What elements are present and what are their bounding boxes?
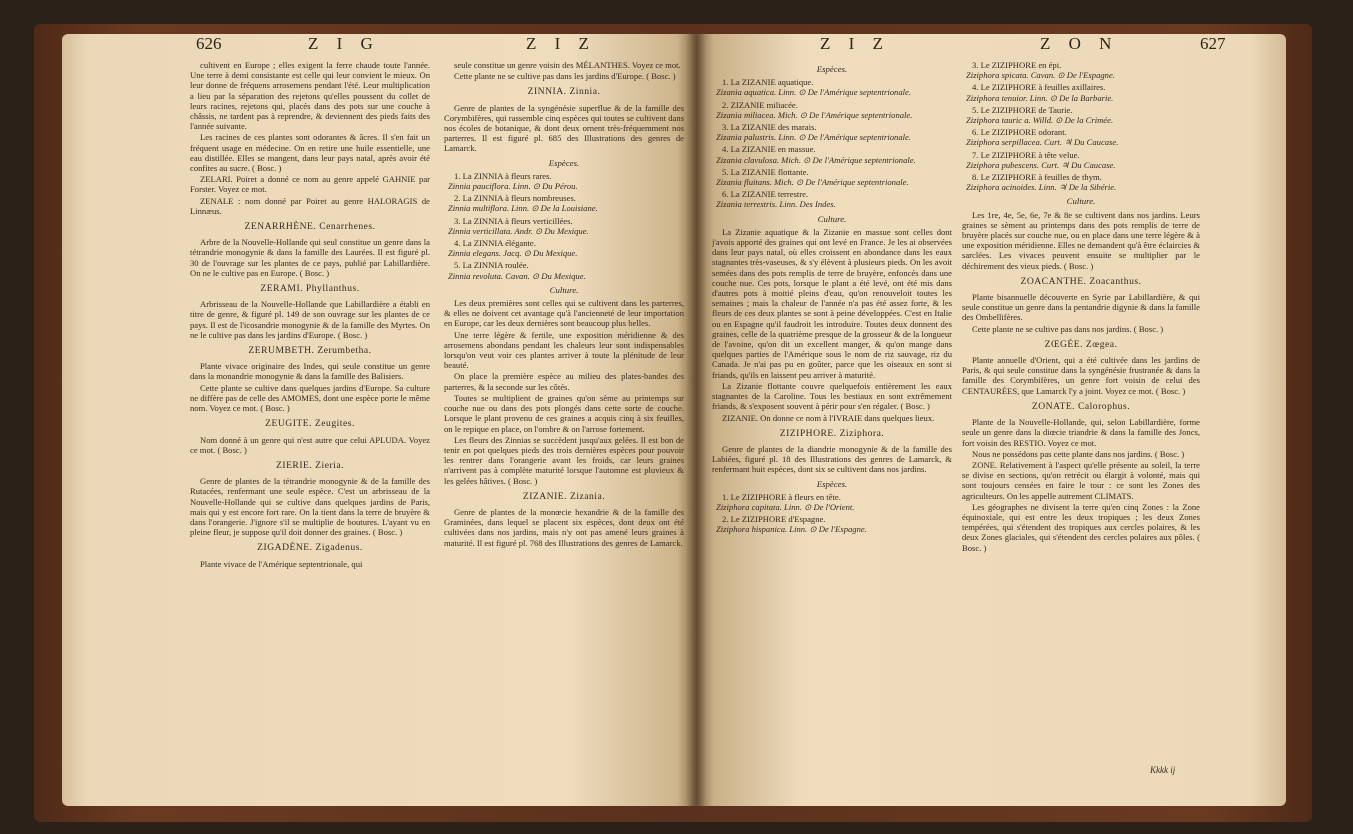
paragraph: ZIZANIE. On donne ce nom à l'IVRAIE dans quelques lieux. [722, 412, 935, 423]
paragraph: Cette plante se cultive dans quelques jardins d'Europe. Sa culture ne diffère pas de celle des AMOMES, dont une espèce porte le même nom. Voyez ce mot. ( Bosc. ) [190, 382, 430, 414]
species-latin: Zizania miliacea. Mich. ⊙ De l'Amérique septentrionale. [716, 109, 913, 120]
species-latin: Zinnia verticillata. Andr. ⊙ Du Mexique. [448, 225, 589, 236]
left-running-head-center: Z I Z [526, 34, 596, 53]
species-latin: Zinnia elegans. Jacq. ⊙ Du Mexique. [448, 248, 578, 259]
right-running-head-center: Z O N [1040, 34, 1119, 53]
species-item: 1. La ZIZANIE aquatique. [722, 77, 814, 88]
entry-heading: ZIERIE. Zieria. [276, 459, 344, 471]
section-heading: Culture. [817, 213, 847, 224]
paragraph: Les racines de ces plantes sont odorantes & âcres. Il s'en fait un fréquent usage en médecine. On en retire une huile essentielle, une eau distillée. Elles se mangent, dans leur pays natal, après avoir été confites au sucre. ( Bosc. ) [190, 132, 430, 174]
entry-heading: ZIZIPHORE. Ziziphora. [779, 427, 885, 439]
species-item: 4. La ZIZANIE en massue. [722, 144, 816, 155]
section-heading: Culture. [1066, 196, 1096, 207]
right-column-2 [962, 60, 1200, 760]
species-item: 1. La ZINNIA à fleurs rares. [454, 170, 552, 181]
paragraph: Cette plante ne se cultive pas dans nos jardins. ( Bosc. ) [972, 323, 1164, 334]
species-latin: Zinnia pauciflora. Linn. ⊙ Du Pérou. [448, 181, 578, 192]
paragraph: Nous ne possédons pas cette plante dans nos jardins. ( Bosc. ) [972, 448, 1185, 459]
left-page-number: 626 [196, 34, 222, 53]
species-latin: Ziziphora tauric a. Willd. ⊙ De la Crimée. [966, 115, 1114, 126]
paragraph: Toutes se multiplient de graines qu'on sème au printemps sur couche nue ou dans des pots plongés dans cette sorte de couche. Lorsque le plant provenu de ces graines a acquis cinq à six feuilles, on le repique en place, on l'ombre & on l'arrose fortement. [444, 392, 684, 434]
paragraph: Arbrisseau de la Nouvelle-Hollande que Labillardière a établi en titre de genre, & figuré pl. 149 de son ouvrage sur les plantes de ce pays. Il est de l'icosandrie monogynie & de la famille des Myrtes. On ne le cultive pas dans les jardins d'Europe. ( Bosc. ) [190, 299, 430, 340]
paragraph: Plante vivace de l'Amérique septentrionale, qui [200, 558, 363, 569]
paragraph: Arbre de la Nouvelle-Hollande qui seul constitue un genre dans la tétrandrie monogynie & dans la famille des Laurées. Il est figuré pl. 30 de l'ouvrage sur les plantes de ce pays, publié par Labillardière. On ne le cultive pas en Europe. ( Bosc. ) [190, 237, 430, 278]
species-item: 5. La ZINNIA roulée. [454, 260, 529, 271]
paragraph: Genre de plantes de la tétrandrie monogynie & de la famille des Rutacées, renfermant une seule espèce. C'est un arbrisseau de la Nouvelle-Hollande qui se cultive dans quelques jardins de Paris, mais qui y est encore fort rare. On la tient dans la terre de bruyère & dans l'orangerie. J'ignore s'il se multiplie de boutures. L'ayant vu en pleine fleur, je suppose qu'il doit donner des graines. ( Bosc. ) [190, 476, 430, 538]
paragraph: Les 1re, 4e, 5e, 6e, 7e & 8e se cultivent dans nos jardins. Leurs graines se sèment au printemps dans des pots remplis de terre de bruyère placés sur couche nue, ou en place dans une terre légère & à une exposition méridienne. Elles ne demandent qu'à être éclaircies & sarclées. Les vivaces peuvent ensuite se multiplier par le déchirement des vieux pieds. ( Bosc. ) [962, 209, 1200, 271]
entry-heading: ZONATE. Calorophus. [1031, 400, 1131, 412]
right-running-head: Z I Z [820, 34, 890, 53]
paragraph: On place la première espèce au milieu des plates-bandes des parterres, & la seconde sur les côtés. [444, 371, 684, 392]
paragraph: Genre de plantes de la syngénésie superflue & de la famille des Corymbifères, qui rassemble cinq espèces qui toutes se cultivent dans nos écoles de botanique, & dont deux ornent très-fréquemment nos parterres. Il est figuré pl. 685 des Illustrations des genres de Lamarck. [444, 102, 684, 154]
paragraph: Plante de la Nouvelle-Hollande, qui, selon Labillardière, forme seule un genre dans la diœcie triandrie & dans la famille des Joncs, fort voisin des RESTIO. Voyez ce mot. [962, 417, 1200, 448]
species-item: 7. Le ZIZIPHORE à tête velue. [972, 149, 1080, 160]
species-latin: Zizania aquatica. Linn. ⊙ De l'Amérique septentrionale. [716, 87, 911, 98]
paragraph: Cette plante ne se cultive pas dans les jardins d'Europe. ( Bosc. ) [454, 71, 676, 82]
right-page-number: 627 [1200, 34, 1226, 53]
species-item: 3. Le ZIZIPHORE en épi. [972, 60, 1062, 70]
paragraph: ZONE. Relativement à l'aspect qu'elle présente au soleil, la terre se divise en sections, qu'on retrécit ou élargit à volonté, mais qui sont toujours censées en faire le tour : ce sont les Zones des agriculteurs. On les appelle autrement CLIMATS. [962, 459, 1200, 501]
species-item: 3. La ZINNIA à fleurs verticillées. [454, 215, 573, 226]
species-item: 2. Le ZIZIPHORE d'Espagne. [722, 514, 826, 525]
species-item: 3. La ZIZANIE des marais. [722, 122, 817, 133]
left-running-head: Z I G [308, 34, 380, 53]
right-column-1 [712, 60, 952, 760]
entry-heading: ZERUMBETH. Zerumbetha. [248, 345, 372, 357]
species-item: 1. Le ZIZIPHORE à fleurs en tête. [722, 491, 841, 502]
paragraph: cultivent en Europe ; elles exigent la ferre chaude toute l'année. Une terre à demi consistante est celle qui leur convient le mieux. On leur donne de fréquens arrosemens pendant l'été. Leur multiplication a lieu par la séparation des rejetons qu'elles poussent du collet de leurs racines, rejetons qui, placés dans des pots sur une couche à châssis, ne tardent pas à reprendre, & deviennent des pieds faits des l'année suivante. [190, 60, 430, 132]
paragraph: seule constitue un genre voisin des MÉLANTHES. Voyez ce mot. [454, 60, 681, 70]
species-item: 4. Le ZIZIPHORE à feuilles axillaires. [972, 82, 1106, 93]
paragraph: Les deux premières sont celles qui se cultivent dans les parterres, & elles ne doivent cet avantage qu'à l'ancienneté de leur importation en Europe, car les deux dernières sont beaucoup plus belles. [444, 298, 684, 329]
species-item: 6. Le ZIZIPHORE odorant. [972, 127, 1067, 138]
species-latin: Zinnia revoluta. Cavan. ⊙ Du Mexique. [448, 270, 586, 281]
section-heading: Espèces. [816, 64, 848, 74]
left-column-1 [190, 60, 430, 760]
paragraph: ZENALE : nom donné par Poiret au genre HALORAGIS de Linnæus. [190, 195, 430, 216]
entry-heading: ZŒGÉE. Zœgea. [1044, 338, 1118, 350]
entry-heading: ZIGADÈNE. Zigadenus. [257, 542, 363, 554]
species-latin: Ziziphora pubescens. Curt. ♃ Du Caucase. [966, 159, 1116, 170]
species-latin: Zizania fluitans. Mich. ⊙ De l'Amérique septentrionale. [716, 177, 909, 188]
left-column-2 [444, 60, 684, 760]
signature-mark: Kkkk ij [1150, 765, 1176, 775]
species-item: 5. La ZIZANIE flottante. [722, 166, 809, 177]
entry-heading: ZENARRHÈNE. Cenarrhenes. [244, 221, 376, 233]
book-gutter [686, 34, 706, 806]
species-item: 8. Le ZIZIPHORE à feuilles de thym. [972, 172, 1102, 183]
paragraph: Genre de plantes de la diandrie monogynie & de la famille des Labiées, figuré pl. 18 des Illustrations des genres de Lamarck, & renfermant huit espèces, dont six se cultivent dans nos jardins. [712, 443, 952, 475]
species-latin: Ziziphora capitata. Linn. ⊙ De l'Orient. [716, 501, 855, 512]
paragraph: Nom donné à un genre qui n'est autre que celui APLUDA. Voyez ce mot. ( Bosc. ) [190, 434, 430, 455]
species-item: 2. La ZINNIA à fleurs nombreuses. [454, 193, 576, 204]
species-latin: Ziziphora hispanica. Linn. ⊙ De l'Espagne. [716, 524, 867, 535]
paragraph: Une terre légère & fertile, une exposition méridienne & des arrosemens abondans pendant les chaleurs leur sont indispensables lorsqu'on veut voir ces plantes arriver à toute la plénitude de leur beauté. [444, 329, 684, 371]
species-latin: Zinnia multiflora. Linn. ⊙ De la Louisiane. [448, 203, 598, 214]
paragraph: ZELARI. Poiret a donné ce nom au genre appelé GAHNIE par Forster. Voyez ce mot. [190, 174, 430, 195]
paragraph: Plante vivace originaire des Indes, qui seule constitue un genre dans la monandrie monogynie & dans la famille des Balisiers. [190, 361, 430, 382]
entry-heading: ZOACANTHE. Zoacanthus. [1020, 275, 1142, 287]
species-latin: Zizania palustris. Linn. ⊙ De l'Amérique septentrionale. [716, 132, 911, 143]
species-latin: Ziziphora spicata. Cavan. ⊙ De l'Espagne. [966, 70, 1115, 81]
paragraph: Plante annuelle d'Orient, qui a été cultivée dans les jardins de Paris, & qui seule constitue dans la syngénésie frustranée & dans la famille des Corymbifères, un genre fort voisin de celui des CENTAURÉES, que Lamarck l'y a joint. Voyez ce mot. ( Bosc. ) [962, 355, 1200, 396]
species-item: 5. Le ZIZIPHORE de Taurie. [972, 104, 1073, 115]
entry-heading: ZEUGITE. Zeugites. [265, 418, 355, 430]
species-latin: Zizania clavulosa. Mich. ⊙ De l'Amérique septentrionale. [716, 154, 916, 165]
paragraph: La Zizanie flottante couvre quelquefois entièrement les eaux stagnantes de la Caroline. Tous les bestiaux en sont extrêmement friands, & s'exposent souvent à périr pour s'en régaler. ( Bosc. ) [712, 380, 952, 412]
species-item: 6. La ZIZANIE terrestre. [722, 189, 809, 200]
species-latin: Zizania terrestris. Linn. Des Indes. [716, 199, 836, 210]
species-item: 4. La ZINNIA élégante. [454, 238, 536, 249]
paragraph: La Zizanie aquatique & la Zizanie en massue sont celles dont j'avois apporté des graines qui ont levé en France. Je les ai observées dans leur pays natal, où elles croissent en abondance dans les eaux stagnantes très-vaseuses, & s'y élèvent à plusieurs pieds. On les avoit semées dans des pots remplis de terre de bruyère, enfoncés dans une couche nue. Ces pots, lorsque le plant a été levé, ont été mis dans d'autres pots à moitié pleins d'eau, qu'on renouveloit toutes les semaines ; mais la chaleur de l'année n'a pas été assez forte, & les fleurs de ces deux plantes se sont à peine développées. C'est en Italie ou en Espagne qu'il faudroit les introduire. Toutes deux donnent des graines, celle de la quatrième presque de la grosseur & de la longueur de l'avoine, qu'on dit un excellent manger, & qu'on mange dans quelques parties de l'Amérique sous le nom de riz sauvage, riz du Canada. Je n'ai pas pu en goûter, parce que les oiseaux en sont si friands, qu'ils en laissent peu arriver à maturité. [712, 226, 952, 380]
section-heading: Espèces. [816, 478, 848, 489]
paragraph: Plante bisannuelle découverte en Syrie par Labillardière, & qui seule constitue un genre dans la pentandrie digynie & dans la famille des Ombellifères. [962, 292, 1200, 323]
species-latin: Ziziphora acinoides. Linn. ♃ De la Sibérie. [966, 182, 1117, 193]
paragraph: Genre de plantes de la monœcie hexandrie & de la famille des Graminées, dans lequel se placent six espèces, dont deux ont été cultivées dans nos jardins, mais n'y ont pas amené leurs graines à maturité. Il est figuré pl. 768 des Illustrations des genres de Lamarck. [444, 506, 684, 548]
species-latin: Ziziphora tenuior. Linn. ⊙ De la Barbarie. [966, 92, 1114, 103]
paragraph: Les géographes ne divisent la terre qu'en cinq Zones : la Zone équinoxiale, qui est entre les deux tropiques ; les deux Zones tempérées, qui s'étendent des tropiques aux cercles polaires, & les deux Zones glaciales, qui s'étendent des cercles polaires aux pôles. ( Bosc. ) [962, 501, 1200, 553]
species-latin: Ziziphora serpillacea. Curt. ♃ Du Caucase. [966, 137, 1119, 148]
section-heading: Espèces. [548, 157, 580, 168]
entry-heading: ZIZANIE. Zizania. [522, 490, 606, 502]
entry-heading: ZERAMI. Phyllanthus. [260, 283, 360, 295]
paragraph: Les fleurs des Zinnias se succèdent jusqu'aux gelées. Il est bon de tenir en pot quelques pieds des trois dernières espèces pour pouvoir les rentrer dans l'orangerie avant les froids, car leurs graines n'arrivent pas à complète maturité lorsque l'automne est pluvieux & les gelées hâtives. ( Bosc. ) [444, 434, 684, 486]
section-heading: Culture. [549, 284, 579, 295]
species-item: 2. ZIZANIE miliacée. [722, 99, 798, 110]
entry-heading: ZINNIA. Zinnia. [527, 86, 601, 98]
